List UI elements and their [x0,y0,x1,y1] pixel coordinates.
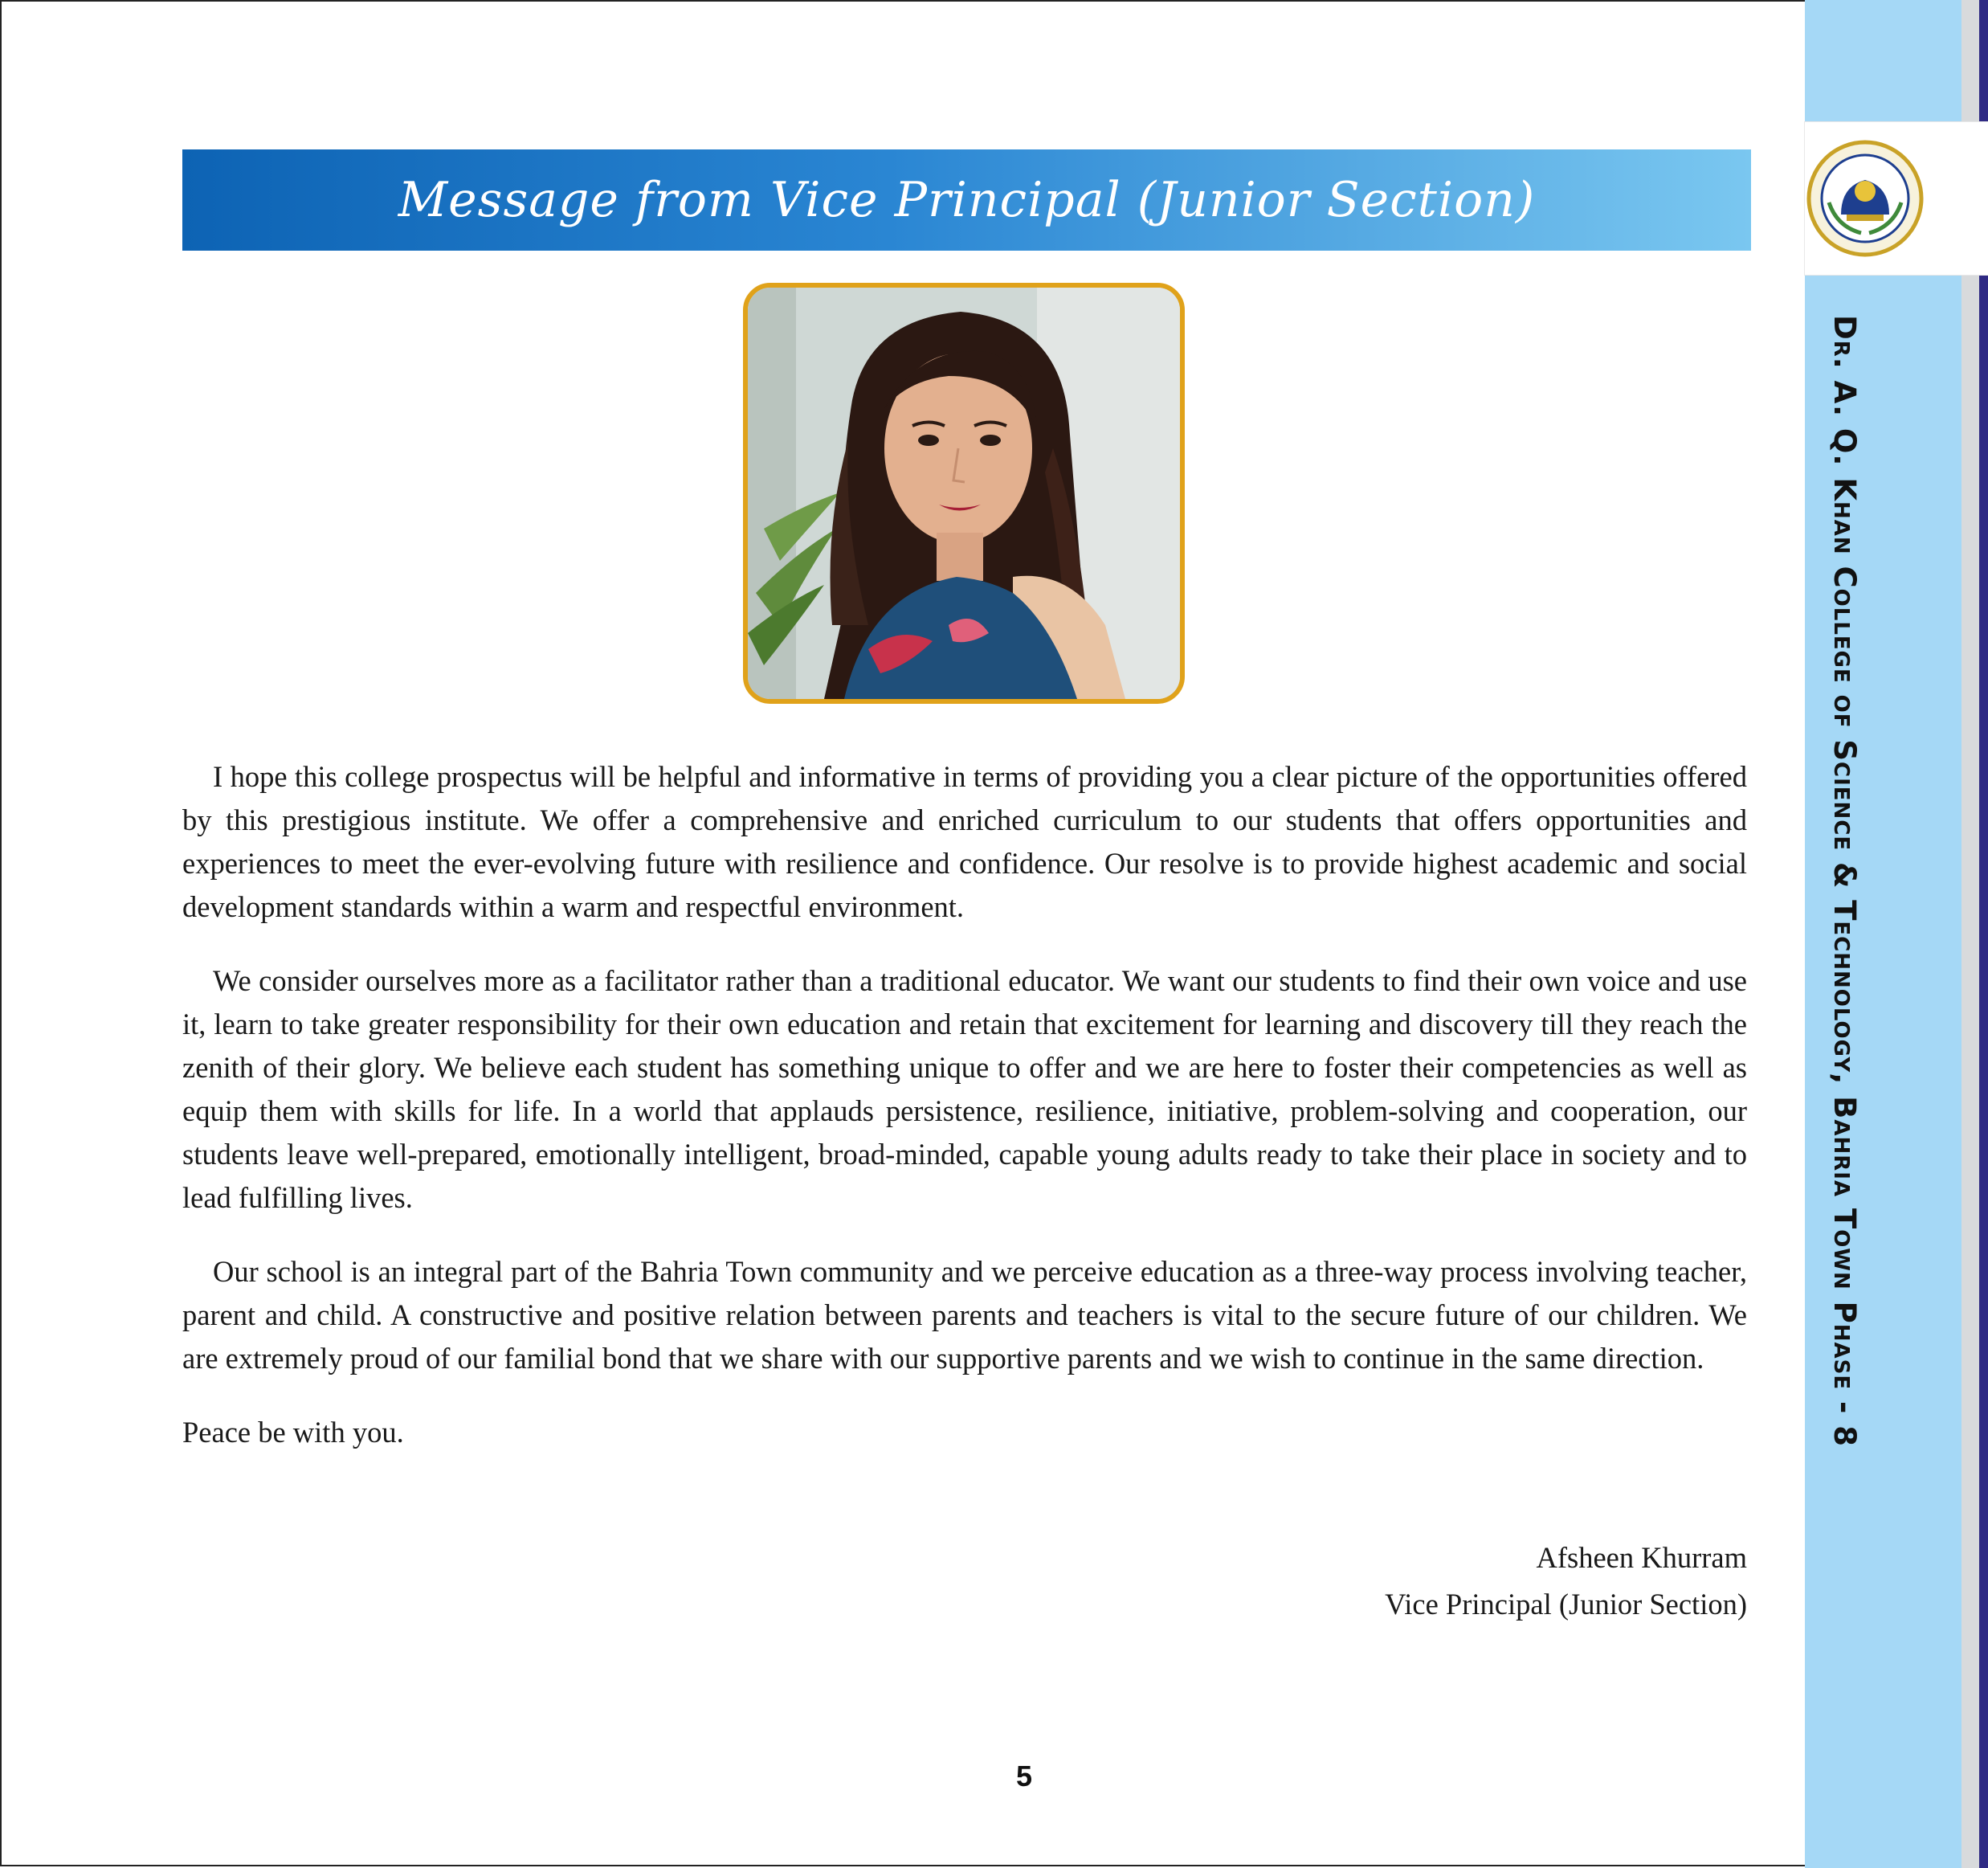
signatory-name: Afsheen Khurram [1536,1541,1747,1574]
portrait-photo [743,283,1185,704]
closing-line: Peace be with you. [182,1416,404,1449]
portrait-illustration [748,288,1180,699]
title-banner [182,149,1751,251]
paragraph: We consider ourselves more as a facilitator rather than a traditional educator. We want our students to find their own voice and use it, learn to take greater responsibility for their own education and retain that excitement for learning and discovery till they reach the zenith of their glory. We believe each student has something unique to offer and we are here to foster their competencies as well as equip them with skills for life. In a world that applauds persistence, resilience, initiative, problem-solving and cooperation, our students leave well-prepared, emotionally intelligent, broad-minded, capable young adults ready to take their place in society and to lead fulfilling lives. [182,964,1747,1214]
paragraph: I hope this college prospectus will be helpful and informative in terms of providing you a clear picture of the opportunities offered by this prestigious institute. We offer a comprehensive and enriched curriculum to our students that offers opportunities and experiences to meet the ever-evolving future with resilience and confidence. Our resolve is to provide highest academic and social development standards within a warm and respectful environment. [182,760,1747,923]
page-number: 5 [1015,1760,1033,1792]
paragraph: Our school is an integral part of the Bahria Town community and we perceive education as a three-way process involving teacher, parent and child. A constructive and positive relation between parents and teachers is vital to the secure future of our children. We are extremely proud of our familial bond that we share with our supportive parents and we wish to continue in the same direction. [182,1255,1747,1375]
sidebar-stripe-navy [1979,0,1988,1868]
signature-block [1385,1535,1747,1628]
signatory-designation: Vice Principal (Junior Section) [1385,1588,1747,1621]
page-title: Message from Vice Principal (Junior Section) [398,172,1536,228]
logo-tab [1805,122,1988,275]
message-body [182,755,1747,1485]
college-crest-icon [1805,138,1925,259]
sidebar-vertical-title: Dr. A. Q. Khan College of Science & Technology, Bahria Town Phase - 8 [1827,315,1862,1447]
sidebar-stripe-grey [1961,0,1979,1868]
